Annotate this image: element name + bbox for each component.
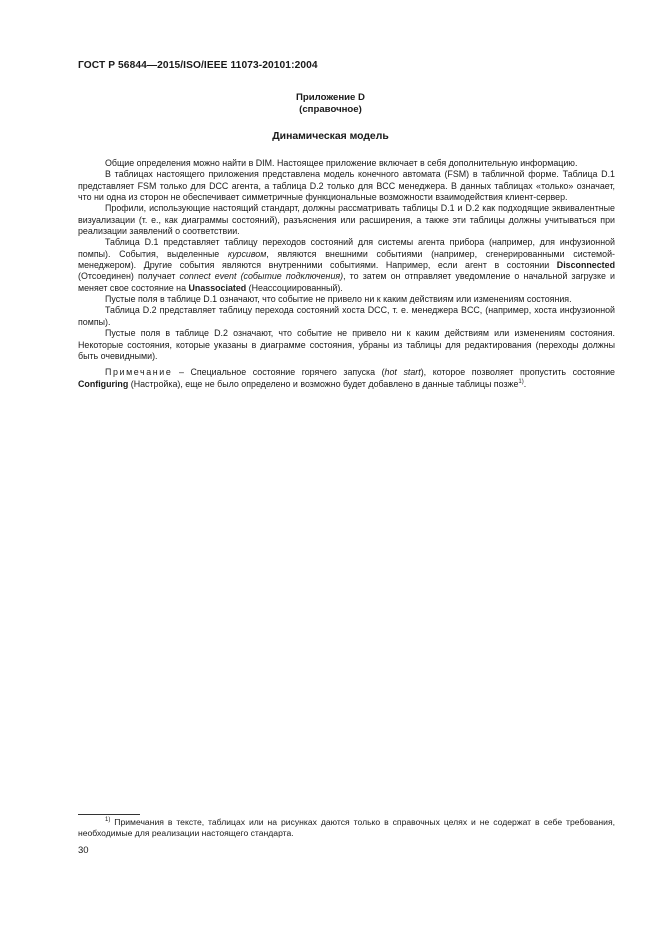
state-name-disconnected: Disconnected <box>556 260 615 271</box>
event-name: connect event <box>179 271 237 282</box>
state-name-configuring: Configuring <box>78 378 129 389</box>
body-text <box>78 158 615 390</box>
note <box>78 367 615 390</box>
paragraph-2: В таблицах настоящего приложения представлена модель конечного автомата (FSM) в табличной форме. Таблица D.1 представляет FSM только для DCC агента, а таблица D.2 только для BCC менеджера. В данных таблицах «только» означает, что ни одна из сторон не обеспечивает симметричные функциональные возможности взаимодействия клиент-сервер. <box>78 169 615 203</box>
text-run: – Специальное состояние горячего запуска ( <box>172 367 385 378</box>
text-run: . <box>523 378 527 389</box>
footnote-body: Примечания в тексте, таблицах или на рисунках даются только в справочных целях и не содержат в себе требования, необходимые для реализации настоящего стандарта. <box>78 817 615 838</box>
page-number: 30 <box>78 845 89 856</box>
event-name-translation: (событие подключения) <box>240 271 344 282</box>
text-run: (Отсоединен) получает <box>78 271 180 282</box>
text-run: (Неассоциированный). <box>246 282 343 293</box>
paragraph-5: Пустые поля в таблице D.1 означают, что событие не привело ни к каким действиям или изменениям состояния. <box>105 294 572 305</box>
text-run: , то затем он отправляет уведомление о начальной загрузке и меняет свое состояние на <box>78 271 615 293</box>
paragraph-3: Профили, использующие настоящий стандарт, должны рассматривать таблицы D.1 и D.2 как подходящие эквивалентные визуализации (т. е., как диаграммы состояний), разъяснения или расширения, а также эти таблицы должны учитываться при реализации заявлений о соответствии. <box>78 203 615 237</box>
italic-term: курсивом <box>227 248 267 259</box>
text-run: Таблица D.1 представляет таблицу переходов состояний для системы агента прибора (например, для инфузионной помпы). События, выделенные <box>78 237 615 259</box>
footnote-text <box>78 817 615 839</box>
document-header: ГОСТ Р 56844—2015/ISO/IEEE 11073-20101:2004 <box>78 60 318 71</box>
footnote-divider <box>78 814 140 815</box>
text-run: (Настройка), еще не было определено и возможно будет добавлено в данные таблицы позже <box>128 378 519 389</box>
state-name-unassociated: Unassociated <box>188 282 247 293</box>
paragraph-4 <box>78 237 615 294</box>
footnote <box>78 817 615 839</box>
text-run: ), которое позволяет пропустить состояние <box>420 367 615 378</box>
note-label: Примечание <box>105 367 173 378</box>
annex-heading <box>0 92 661 116</box>
italic-term: hot start <box>384 367 421 378</box>
annex-title: Приложение D <box>296 92 365 103</box>
paragraph-1: Общие определения можно найти в DIM. Настоящее приложение включает в себя дополнительную информацию. <box>105 158 578 168</box>
section-title: Динамическая модель <box>272 131 389 142</box>
footnote-reference[interactable]: 1) <box>518 378 524 385</box>
annex-type: (справочное) <box>299 104 362 115</box>
text-run: , являются внешними событиями (например, сгенерированными системой-менеджером). Другие события являются внутренними событиями. Например, если агент в состоянии <box>78 248 615 271</box>
footnote-marker: 1) <box>105 817 111 823</box>
paragraph-7: Пустые поля в таблице D.2 означают, что событие не привело ни к каким действиям или изменениям состояния. Некоторые состояния, которые указаны в диаграмме состояния, убраны из таблицы для редактирования (переходы должны быть очевидными). <box>78 328 615 361</box>
paragraph-6: Таблица D.2 представляет таблицу перехода состояний хоста DCC, т. е. менеджера BCC, (например, хоста инфузионной помпы). <box>78 305 615 327</box>
